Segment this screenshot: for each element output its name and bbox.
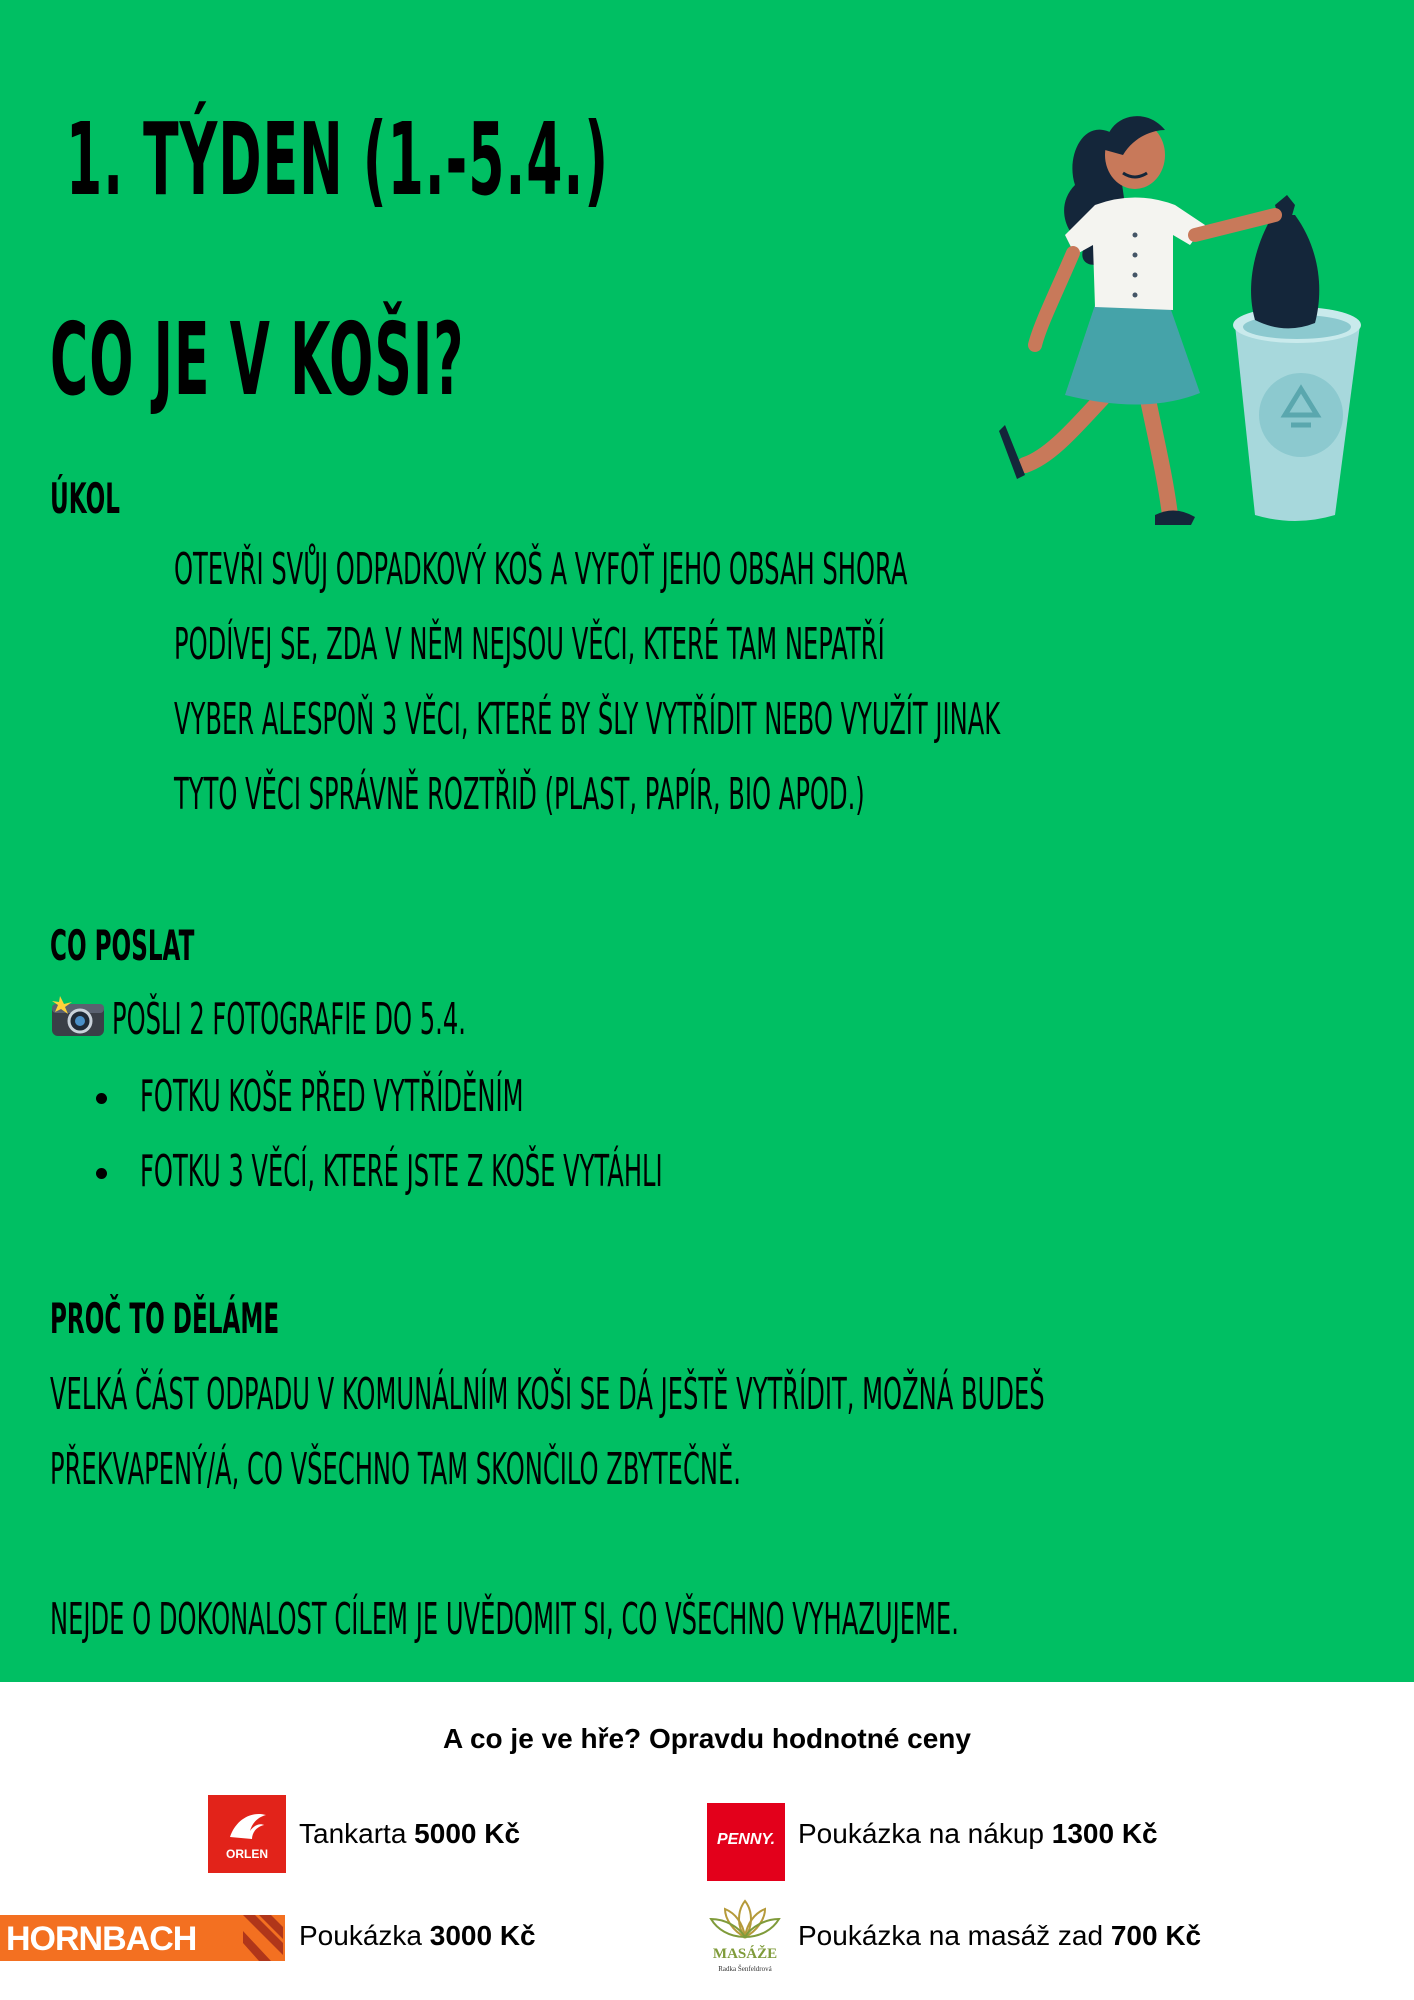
recycling-bin-icon <box>1233 307 1361 521</box>
why-label: PROČ TO DĚLÁME <box>50 1294 280 1343</box>
task-step: OTEVŘI SVŮJ ODPADKOVÝ KOŠ A VYFOŤ JEHO OBSAH SHORA <box>174 544 908 595</box>
masaze-logo <box>703 1897 787 1981</box>
send-item: FOTKU KOŠE PŘED VYTŘÍDĚNÍM <box>140 1071 524 1122</box>
prize-value: 700 Kč <box>1110 1920 1202 1951</box>
masaze-logo-subtext: Radka Šenfeldrová <box>718 1965 772 1973</box>
masaze-logo-text: MASÁŽE <box>712 1946 778 1962</box>
hornbach-logo <box>0 1915 285 1961</box>
prize-orlen <box>299 1818 520 1850</box>
why-text: NEJDE O DOKONALOST CÍLEM JE UVĚDOMIT SI, CO VŠECHNO VYHAZUJEME. <box>50 1594 959 1645</box>
bullet <box>96 1168 107 1179</box>
woman-recycling-illustration <box>995 95 1385 545</box>
prize-value: 3000 Kč <box>429 1920 536 1951</box>
week-heading: 1. TÝDEN (1.-5.4.) <box>66 101 610 218</box>
prize-text: Poukázka na nákup <box>798 1818 1052 1849</box>
prize-text: Tankarta <box>299 1818 415 1849</box>
send-label: CO POSLAT <box>50 921 195 970</box>
task-step: VYBER ALESPOŇ 3 VĚCI, KTERÉ BY ŠLY VYTŘÍDIT NEBO VYUŽÍT JINAK <box>174 694 1001 745</box>
why-text: VELKÁ ČÁST ODPADU V KOMUNÁLNÍM KOŠI SE DÁ JEŠTĚ VYTŘÍDIT, MOŽNÁ BUDEŠ <box>50 1369 1045 1420</box>
prize-penny <box>798 1818 1158 1850</box>
task-step: TYTO VĚCI SPRÁVNĚ ROZTŘIĎ (PLAST, PAPÍR, BIO APOD.) <box>174 769 865 820</box>
send-item: FOTKU 3 VĚCÍ, KTERÉ JSTE Z KOŠE VYTÁHLI <box>140 1146 663 1197</box>
orlen-logo <box>208 1795 286 1873</box>
why-text: PŘEKVAPENÝ/Á, CO VŠECHNO TAM SKONČILO ZBYTEČNĚ. <box>50 1444 741 1495</box>
camera-flash-icon <box>50 996 106 1038</box>
prize-hornbach <box>299 1920 536 1952</box>
prize-value: 1300 Kč <box>1051 1818 1158 1849</box>
page-title: CO JE V KOŠI? <box>50 301 465 418</box>
eagle-icon <box>208 1799 286 1849</box>
send-intro: POŠLI 2 FOTOGRAFIE DO 5.4. <box>112 994 466 1045</box>
bullet <box>96 1093 107 1104</box>
orlen-logo-text: ORLEN <box>226 1847 268 1861</box>
prize-text: Poukázka <box>299 1920 430 1951</box>
hornbach-logo-text: HORNBACH <box>6 1920 197 1958</box>
lotus-icon <box>703 1897 787 1943</box>
hornbach-stripes-icon <box>243 1915 283 1961</box>
prize-masaze <box>798 1920 1201 1952</box>
penny-logo <box>707 1803 785 1881</box>
prize-value: 5000 Kč <box>414 1818 521 1849</box>
prizes-title: A co je ve hře? Opravdu hodnotné ceny <box>443 1723 971 1754</box>
prize-text: Poukázka na masáž zad <box>798 1920 1111 1951</box>
task-label: ÚKOL <box>50 474 120 523</box>
task-step: PODÍVEJ SE, ZDA V NĚM NEJSOU VĚCI, KTERÉ TAM NEPATŘÍ <box>174 619 885 670</box>
penny-logo-text: PENNY. <box>716 1831 776 1848</box>
